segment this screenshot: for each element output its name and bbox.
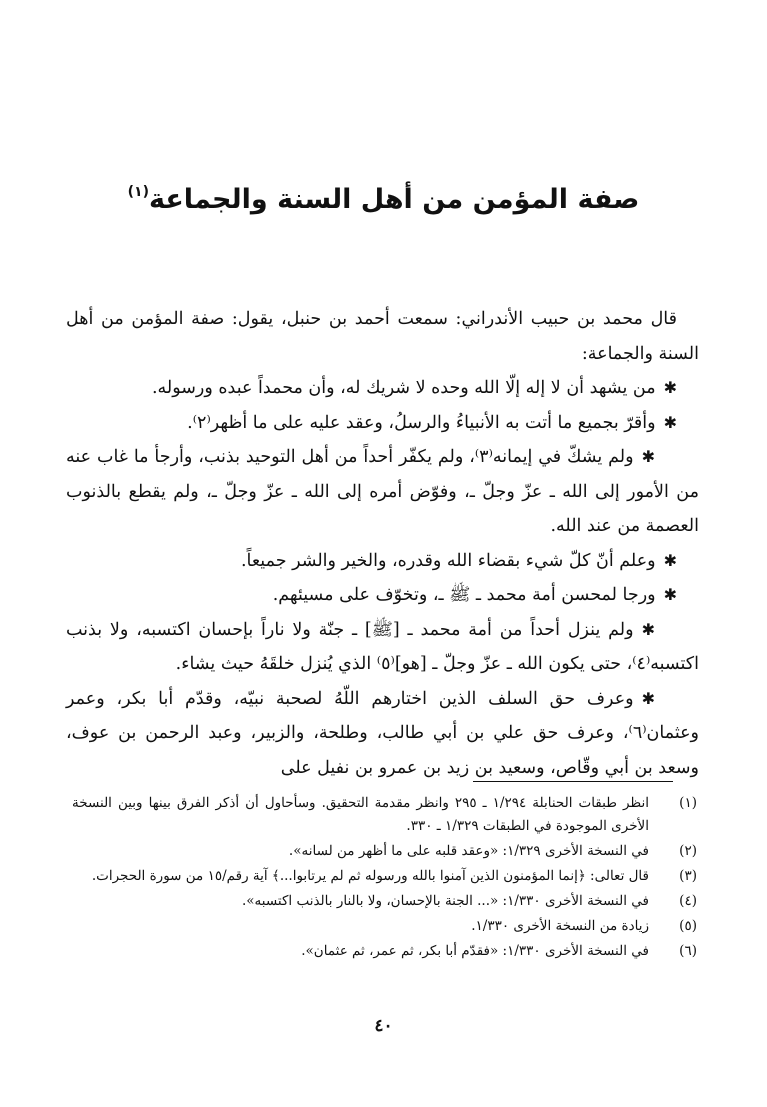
main-text [66,302,699,785]
footnote-number: (٦) [679,943,697,959]
footnote-number: (٢) [679,843,697,859]
footnote-text: في النسخة الأخرى ١/٣٢٩: «وعقد قلبه على ما أظهر من لسانه». [288,843,649,859]
footnote [72,865,697,888]
creed-item-text: وعلم أنّ كلّ شيء بقضاء الله وقدره، والخير والشر جميعاً. [240,550,656,571]
asterisk-bullet-icon: ✱ [641,688,655,708]
creed-item [66,682,699,786]
creed-item [66,440,699,544]
creed-item [66,578,699,613]
creed-item [66,371,699,406]
footnote-number: (٤) [679,893,697,909]
footnote-text: في النسخة الأخرى ١/٣٣٠: «فقدّم أبا بكر، ثم عمر، ثم عثمان». [301,943,649,959]
page-number: ٤٠ [374,1016,393,1036]
creed-item [66,544,699,579]
footnote-text: في النسخة الأخرى ١/٣٣٠: «... الجنة بالإحسان، ولا بالنار بالذنب اكتسبه». [242,893,649,909]
asterisk-bullet-icon: ✱ [641,619,655,639]
asterisk-bullet-icon: ✱ [663,378,677,397]
asterisk-bullet-icon: ✱ [663,585,677,604]
footnote [72,940,697,963]
footnotes [72,792,697,965]
footnote [72,840,697,863]
intro-paragraph: قال محمد بن حبيب الأندراني: سمعت أحمد بن حنبل، يقول: صفة المؤمن من أهل السنة والجماعة: [66,309,699,364]
creed-item-text: وعرف حق السلف الذين اختارهم اللّهُ لصحبة نبيّه، وقدّم أبا بكر، وعمر وعثمان⁽٦⁾، وعرف حق علي بن أبي طالب، وطلحة، والزبير، وعبد الرحمن بن عوف، وسعد بن أبي وقّاص، وسعيد بن زيد بن عمرو بن نفيل على [66,688,699,778]
creed-item-text: وأقرّ بجميع ما أتت به الأنبياءُ والرسلُ، وعقد عليه على ما أظهر⁽٢⁾. [187,412,656,433]
asterisk-bullet-icon: ✱ [641,447,655,466]
footnote-number: (٥) [679,918,697,934]
title-footnote-ref: (١) [127,184,149,200]
creed-item-text: ولم ينزل أحداً من أمة محمد ـ [ﷺ] ـ جنّة ولا ناراً بإحسان اكتسبه، ولا بذنب اكتسبه⁽٤⁾، حتى يكون الله ـ عزّ وجلّ ـ [هو]⁽٥⁾ الذي يُنزل خلقَهُ حيث يشاء. [66,619,699,674]
footnote-text: قال تعالى: ﴿إنما المؤمنون الذين آمنوا بالله ورسوله ثم لم يرتابوا...﴾ آية رقم/١٥ من سورة الحجرات. [91,868,649,884]
footnote [72,890,697,913]
footnote [72,915,697,938]
footnote [72,792,697,838]
creed-item-text: من يشهد أن لا إله إلّا الله وحده لا شريك له، وأن محمداً عبده ورسوله. [151,378,656,398]
chapter-title [60,172,707,220]
asterisk-bullet-icon: ✱ [663,412,677,432]
creed-item [66,406,699,441]
footnote-number: (١) [679,795,697,811]
footnote-text: زيادة من النسخة الأخرى ١/٣٣٠. [471,918,649,934]
asterisk-bullet-icon: ✱ [663,550,677,570]
creed-item [66,613,699,682]
chapter-title-text: صفة المؤمن من أهل السنة والجماعة [148,184,640,215]
creed-item-text: ولم يشكّ في إيمانه⁽٣⁾، ولم يكفّر أحداً من أهل التوحيد بذنب، وأرجأ ما غاب عنه من الأمور إلى الله ـ عزّ وجلّ ـ، وفوّض أمره إلى الله ـ عزّ وجلّ ـ، ولم يقطع بالذنوب العصمة من عند الله. [66,447,699,536]
footnote-divider [473,781,673,782]
footnote-text: انظر طبقات الحنابلة ١/٢٩٤ ـ ٢٩٥ وانظر مقدمة التحقيق. وسأحاول أن أذكر الفرق بينها وبين النسخة الأخرى الموجودة في الطبقات ١/٣٢٩ ـ ٣٣٠. [72,795,649,834]
creed-item-text: ورجا لمحسن أمة محمد ـ ﷺ ـ، وتخوّف على مسيئهم. [272,585,656,605]
footnote-number: (٣) [679,868,697,884]
